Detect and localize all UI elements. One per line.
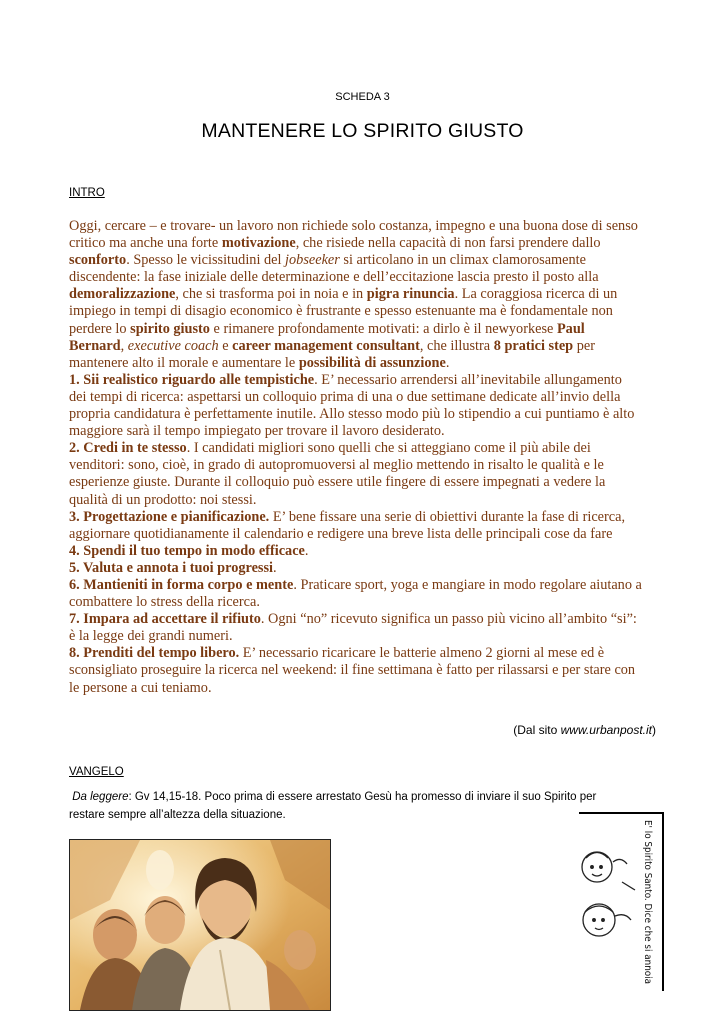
vangelo-text [69, 788, 659, 824]
intro-line [69, 492, 659, 509]
text-run: . [273, 559, 277, 576]
text-run: e [218, 337, 233, 354]
text-run: e rimanere profondamente motivati: a dirlo è il newyorkese [209, 320, 557, 337]
bold-text: demoralizzazione [69, 286, 176, 303]
text-run: , [120, 337, 128, 354]
reading-label: Da leggere [72, 791, 129, 803]
bold-text: Bernard [69, 337, 121, 354]
text-run: . [445, 354, 450, 371]
intro-line [69, 440, 659, 457]
intro-line [69, 577, 659, 594]
source-suffix: ) [652, 723, 656, 737]
intro-line [69, 474, 659, 491]
reading-reference: : Gv 14,15-18. Poco prima di essere arrestato Gesù ha promesso di inviare il suo Spirito per [128, 791, 597, 803]
text-run: per [573, 337, 595, 354]
italic-text: executive coach [127, 337, 219, 354]
intro-body [69, 218, 659, 697]
text-run: combattere lo stress della ricerca. [69, 594, 260, 611]
intro-line [69, 372, 659, 389]
text-run: critico ma anche una forte [69, 235, 222, 252]
text-run: mantenere alto il morale e aumentare le [69, 354, 299, 371]
intro-line [69, 235, 659, 252]
intro-line [69, 303, 659, 320]
text-run: . Ogni “no” ricevuto significa un passo più vicino all’ambito “si”: [260, 611, 637, 628]
text-run: impiego in tempi di disagio economico è frustrante e spesso estenuante ma è fondamentale non [69, 303, 613, 320]
worksheet-number: SCHEDA 3 [335, 91, 390, 103]
intro-line [69, 423, 659, 440]
text-run: è la legge dei grandi numeri. [69, 628, 233, 645]
bold-text: 3. Progettazione e pianificazione. [69, 508, 270, 525]
bold-text: 6. Mantieniti in forma corpo e mente [69, 576, 294, 593]
text-run: venditori: sono, cioè, in grado di autopromuoversi al meglio mettendo in risalto le qualità e le [69, 457, 604, 474]
intro-line [69, 389, 659, 406]
text-run: le persone a cui teniamo. [69, 679, 212, 696]
text-run: qualità di un prodotto: noi stessi. [69, 491, 257, 508]
intro-line [69, 406, 659, 423]
cartoon-illustration [577, 812, 665, 992]
bold-text: 1. Sii realistico riguardo alle tempistiche [69, 371, 315, 388]
intro-line [69, 680, 659, 697]
intro-line [69, 457, 659, 474]
text-run: discendente: la fase iniziale delle determinazione e dell’eccitazione lascia presto il posto alla [69, 269, 599, 286]
vangelo-line [69, 788, 659, 806]
intro-line [69, 611, 659, 628]
bold-text: motivazione [221, 235, 296, 252]
bold-text: 8 pratici step [493, 337, 574, 354]
intro-line [69, 526, 659, 543]
intro-line [69, 218, 659, 235]
vangelo-heading: VANGELO [69, 766, 124, 778]
bold-text: career management consultant [232, 337, 420, 354]
text-run: Oggi, cercare – e trovare- un lavoro non richiede solo costanza, impegno e una buona dose di senso [69, 218, 638, 234]
cartoon-strip [577, 812, 665, 992]
gospel-painting [69, 839, 331, 1011]
intro-line [69, 543, 659, 560]
text-run: propria candidatura è perfettamente inutile. Allo stesso modo più lo stipendio a cui puntiamo è alto [69, 406, 635, 423]
bold-text: possibilità di assunzione [298, 354, 446, 371]
text-run: . La coraggiosa ricerca di un [454, 286, 618, 303]
text-run: , che illustra [419, 337, 494, 354]
bold-text: 2. Credi in te stesso [69, 440, 187, 457]
text-run: E’ necessario ricaricare le batterie almeno 2 giorni al mese ed è [239, 645, 605, 662]
page-title: MANTENERE LO SPIRITO GIUSTO [201, 120, 524, 142]
text-run: maggiore sarà il tempo impiegato per trovare il lavoro desiderato. [69, 423, 445, 440]
text-run: . [304, 542, 309, 559]
intro-line [69, 321, 659, 338]
text-run: . Praticare sport, yoga e mangiare in modo regolare aiutano a [293, 576, 642, 593]
intro-heading: INTRO [69, 187, 105, 199]
intro-line [69, 645, 659, 662]
bold-text: pigra rinuncia [366, 286, 455, 303]
text-run: dei tempi di ricerca: aspettarsi un colloquio prima di una o due settimane dedicate all’invio della [69, 388, 621, 405]
vangelo-line: restare sempre all’altezza della situazione. [69, 809, 286, 821]
intro-line [69, 594, 659, 611]
intro-line [69, 252, 659, 269]
text-run: . I candidati migliori sono quelli che si atteggiano come il più abile dei [186, 440, 591, 457]
bold-text: 5. Valuta e annota i tuoi progressi [69, 559, 274, 576]
text-run: E’ bene fissare una serie di obiettivi durante la fase di ricerca, [269, 508, 626, 525]
intro-line [69, 509, 659, 526]
bold-text: 4. Spendi il tuo tempo in modo efficace [69, 542, 305, 559]
intro-line [69, 286, 659, 303]
text-run: . E’ necessario arrendersi all’inevitabile allungamento [314, 371, 622, 388]
painting-illustration [70, 840, 330, 1010]
source-citation [513, 723, 656, 737]
source-prefix: (Dal sito [513, 723, 561, 737]
intro-line [69, 269, 659, 286]
bold-text: 8. Prenditi del tempo libero. [69, 645, 240, 662]
text-run: sconsigliato proseguire la ricerca nel weekend: il fine settimana è fatto per rilassarsi e per stare con [69, 662, 636, 679]
bold-text: Paul [556, 320, 585, 337]
intro-line [69, 662, 659, 679]
source-site: www.urbanpost.it [560, 723, 652, 737]
text-run: . Spesso le vicissitudini del [126, 252, 286, 269]
text-run: perdere lo [69, 320, 131, 337]
text-run: aggiornare quotidianamente il calendario e redigere una breve lista delle principali cose da fare [69, 525, 613, 542]
text-run: , che si trasforma poi in noia e in [175, 286, 367, 303]
bold-text: spirito giusto [130, 320, 210, 337]
intro-line [69, 560, 659, 577]
italic-text: jobseeker [285, 252, 340, 269]
cartoon-caption: E' lo Spirito Santo. Dice che si annoia [642, 820, 653, 992]
text-run: esperienze giuste. Durante il colloquio può essere utile fingere di essere impegnati a vedere la [69, 474, 606, 491]
text-run: , che risiede nella capacità di non farsi prendere dallo [295, 235, 601, 252]
intro-line [69, 355, 659, 372]
intro-line [69, 628, 659, 645]
intro-line [69, 338, 659, 355]
bold-text: 7. Impara ad accettare il rifiuto [69, 611, 261, 628]
bold-text: sconforto [69, 252, 127, 269]
text-run: si articolano in un climax clamorosamente [339, 252, 586, 269]
